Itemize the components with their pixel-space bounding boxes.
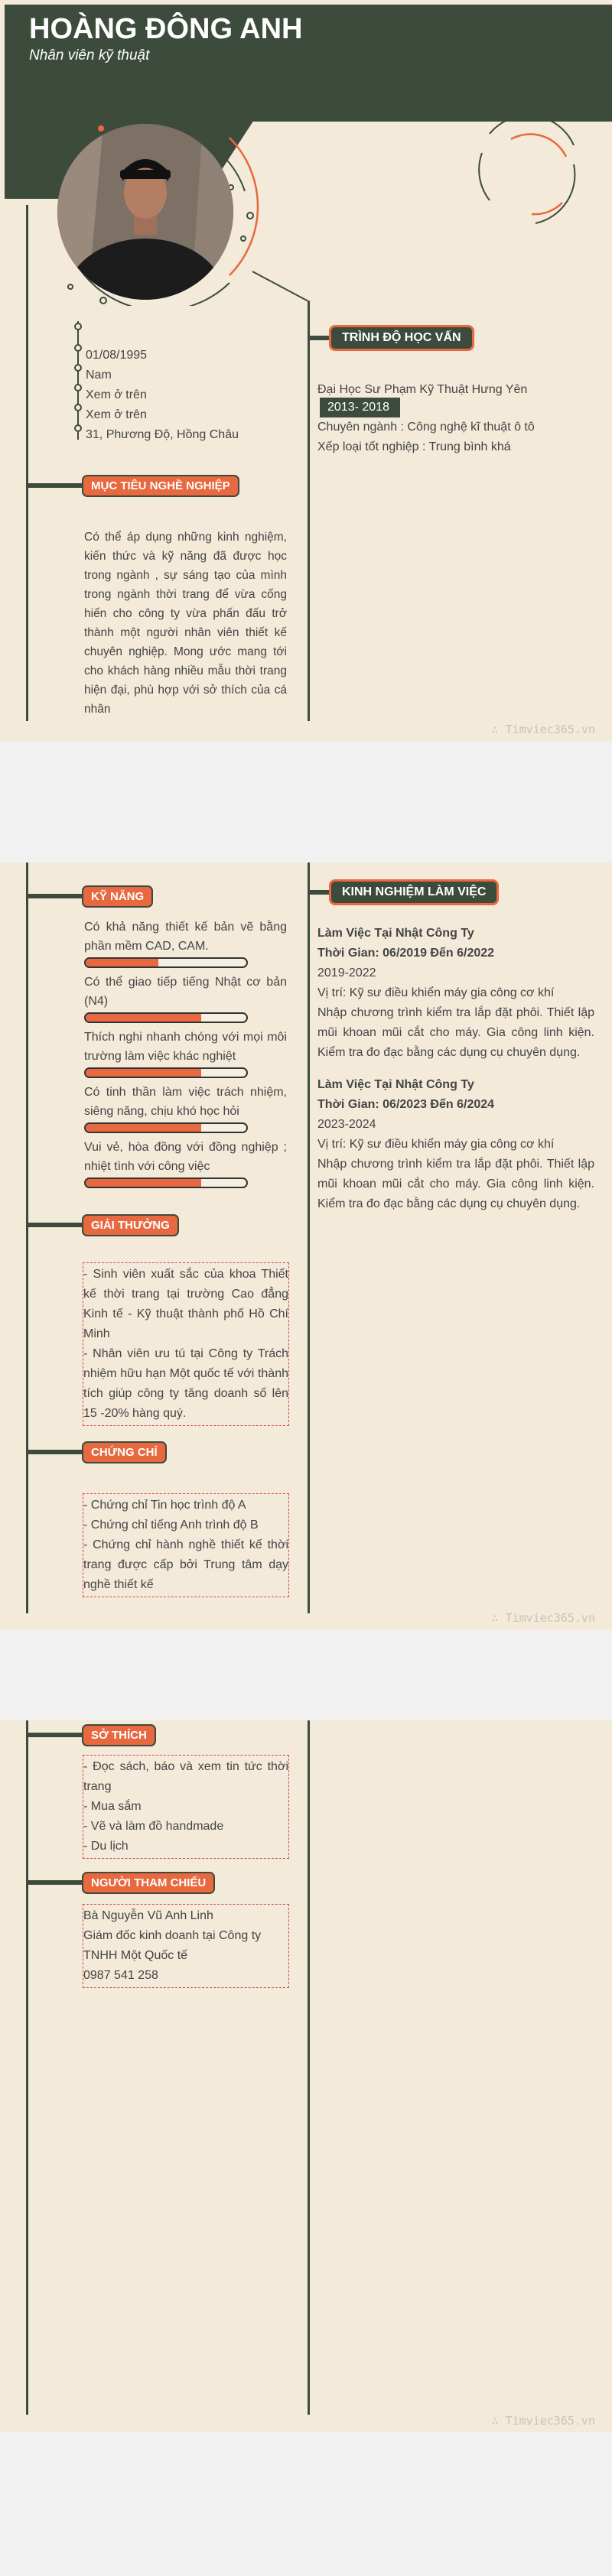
experience-list: [317, 924, 594, 1226]
award-item: - Nhân viên ưu tú tại Công ty Trách nhiệm hữu hạn Một quốc tế với thành tích giúp công ty tăng doanh số lên 15 -20% hàng quý.: [83, 1347, 288, 1420]
hobbies-list: [83, 1755, 289, 1859]
reference-line: Giám đốc kinh doanh tại Công ty TNHH Một Quốc tế: [83, 1929, 262, 1962]
experience-desc: Nhập chương trình kiểm tra lắp đặt phôi. Thiết lập mũi khoan mũi cắt cho máy. Gia công linh kiện. Kiểm tra đo đạc bằng các dụng cụ chuyên dụng.: [317, 1158, 594, 1210]
section-education: [310, 325, 474, 351]
experience-years: 2019-2022: [317, 966, 376, 979]
experience-desc: Nhập chương trình kiểm tra lắp đặt phôi. Thiết lập mũi khoan mũi cắt cho máy. Gia công linh kiện. Kiểm tra đo đạc bằng các dụng cụ chuyên dụng.: [317, 1006, 594, 1059]
education-major: Chuyên ngành : Công nghệ kĩ thuật ô tô: [317, 421, 535, 434]
section-education-title: TRÌNH ĐỘ HỌC VẤN: [329, 325, 474, 351]
left-vertical-line: [26, 1720, 28, 2415]
section-hobbies: [28, 1724, 156, 1746]
left-vertical-line: [26, 205, 28, 721]
section-awards: [28, 1214, 179, 1236]
skill-text: Có thể giao tiếp tiếng Nhật cơ bản (N4): [84, 976, 287, 1008]
center-vertical-line: [308, 1720, 310, 2415]
hobby-item: - Du lịch: [83, 1840, 129, 1853]
skill-text: Vui vẻ, hòa đồng với đồng nghiệp ; nhiệt tình với công việc: [84, 1141, 287, 1173]
cv-page-1: [0, 0, 612, 742]
cv-page-2: [0, 862, 612, 1630]
certificate-item: - Chứng chỉ hành nghề thiết kế thời trang được cấp bởi Trung tâm dạy nghề thiết kế: [83, 1538, 288, 1591]
contact-phone: Xem ở trên: [86, 388, 147, 401]
certificate-item: - Chứng chỉ tiếng Anh trình độ B: [83, 1519, 259, 1532]
skill-text: Có khả năng thiết kế bản vẽ bằng phần mềm CAD, CAM.: [84, 921, 287, 953]
skill-level-bar: [84, 957, 248, 968]
education-school: Đại Học Sư Phạm Kỹ Thuật Hưng Yên: [317, 383, 528, 396]
avatar: [57, 124, 233, 300]
candidate-name: HOÀNG ĐÔNG ANH: [29, 13, 303, 45]
experience-role: Vị trí: Kỹ sư điều khiển máy gia công cơ khí: [317, 986, 555, 999]
watermark: ∴ Timviec365.vn: [491, 2414, 595, 2428]
skill-level-fill: [86, 1124, 201, 1132]
experience-company: Làm Việc Tại Nhật Công Ty: [317, 1078, 474, 1091]
section-skills: [28, 885, 153, 907]
reference-line: 0987 541 258: [83, 1969, 158, 1982]
contact-email: Xem ở trên: [86, 408, 147, 421]
hobby-item: - Mua sắm: [83, 1800, 142, 1813]
contact-gender: Nam: [86, 369, 112, 382]
watermark: ∴ Timviec365.vn: [491, 1611, 595, 1625]
candidate-position: Nhân viên kỹ thuật: [29, 47, 150, 63]
watermark: ∴ Timviec365.vn: [491, 723, 595, 736]
skill-level-bar: [84, 1067, 248, 1078]
section-references: [28, 1872, 215, 1893]
certificates-list: [83, 1493, 289, 1597]
skill-level-bar: [84, 1122, 248, 1133]
skill-level-fill: [86, 1179, 201, 1187]
hobby-item: - Đọc sách, báo và xem tin tức thời trang: [83, 1760, 288, 1793]
awards-list: [83, 1262, 289, 1426]
experience-item: [317, 1075, 594, 1214]
section-references-title: NGƯỜI THAM CHIẾU: [82, 1872, 215, 1894]
section-experience-title: KINH NGHIỆM LÀM VIỆC: [329, 879, 499, 905]
award-item: - Sinh viên xuất sắc của khoa Thiết kế thời trang tại trường Cao đẳng Kinh tế - Kỹ thuật thành phố Hồ Chí Minh: [83, 1268, 288, 1340]
skill-level-fill: [86, 1069, 201, 1077]
experience-time: Thời Gian: 06/2019 Đến 6/2022: [317, 947, 495, 960]
reference-line: Bà Nguyễn Vũ Anh Linh: [83, 1909, 213, 1922]
education-period: 2013- 2018: [320, 398, 400, 417]
references-list: [83, 1904, 289, 1988]
cv-page-3: [0, 1720, 612, 2432]
left-vertical-line: [26, 862, 28, 1613]
section-skills-title: KỸ NĂNG: [82, 885, 153, 908]
experience-company: Làm Việc Tại Nhật Công Ty: [317, 927, 474, 940]
center-vertical-line: [308, 302, 310, 721]
section-hobbies-title: SỞ THÍCH: [82, 1724, 156, 1746]
experience-item: [317, 924, 594, 1063]
certificate-item: - Chứng chỉ Tin học trình độ A: [83, 1499, 246, 1512]
education-grade: Xếp loại tốt nghiệp : Trung bình khá: [317, 440, 511, 453]
section-awards-title: GIẢI THƯỞNG: [82, 1214, 179, 1236]
skills-list: [84, 918, 287, 1193]
career-goal-text: Có thể áp dụng những kinh nghiệm, kiến thức và kỹ năng đã được học trong ngành , sự sáng tạo của mình trong ngành thời trang để vừa cống hiến cho công ty vừa phấn đấu trở thành một người nhân viên thiết kế chuyên nghiệp. Mong ước mang tới cho khách hàng nhiều mẫu thời trang hiện đại, phù hợp với sở thích của cá nhân: [84, 531, 287, 716]
skill-level-fill: [86, 959, 158, 966]
contact-address: 31, Phương Độ, Hồng Châu: [86, 428, 239, 441]
skill-text: Thích nghi nhanh chóng với mọi môi trường làm việc khác nghiệt: [84, 1031, 287, 1063]
section-career-goal-title: MỤC TIÊU NGHỀ NGHIỆP: [82, 475, 239, 497]
section-experience: [310, 879, 499, 905]
hobby-item: - Vẽ và làm đồ handmade: [83, 1820, 224, 1833]
center-vertical-line: [308, 862, 310, 1613]
skill-level-fill: [86, 1014, 201, 1022]
skill-level-bar: [84, 1012, 248, 1023]
skill-text: Có tinh thần làm việc trách nhiệm, siêng năng, chịu khó học hỏi: [84, 1086, 287, 1118]
experience-role: Vị trí: Kỹ sư điều khiển máy gia công cơ khí: [317, 1138, 555, 1151]
section-certificates-title: CHỨNG CHỈ: [82, 1441, 167, 1463]
contact-dob: 01/08/1995: [86, 349, 148, 362]
skill-level-bar: [84, 1178, 248, 1188]
section-certificates: [28, 1441, 167, 1463]
experience-years: 2023-2024: [317, 1118, 376, 1131]
section-career-goal: [28, 475, 239, 496]
experience-time: Thời Gian: 06/2023 Đến 6/2024: [317, 1098, 495, 1111]
